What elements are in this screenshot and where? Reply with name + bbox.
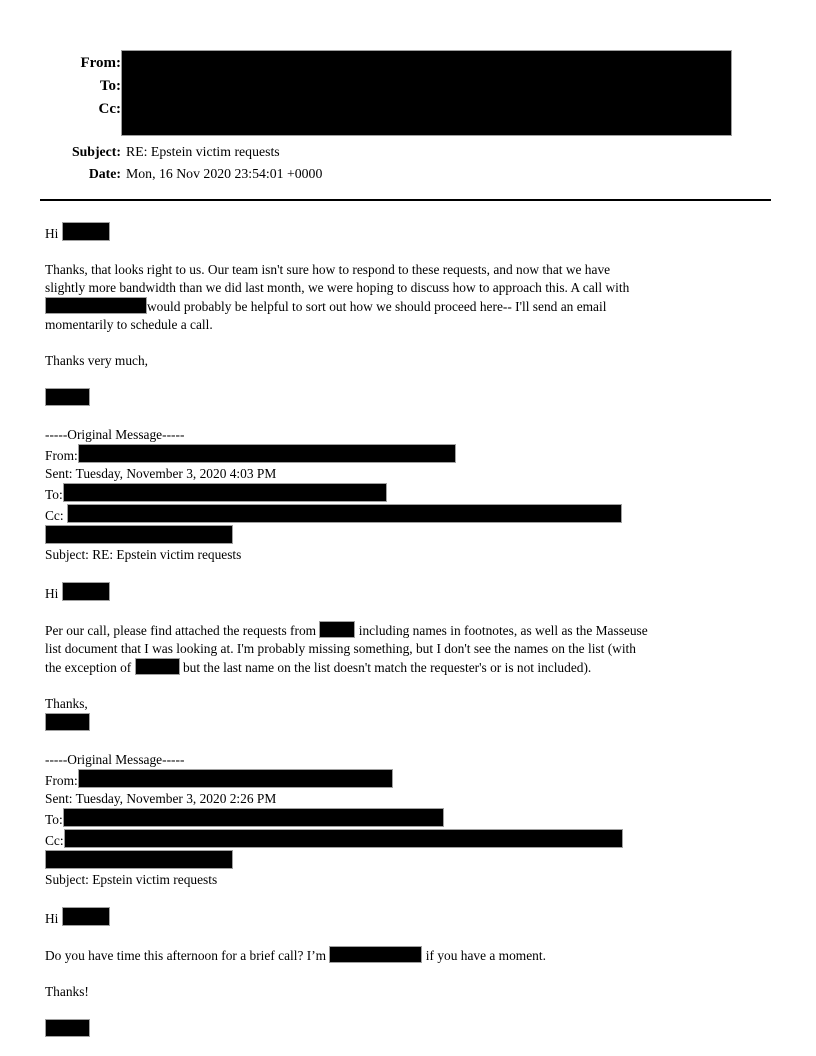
redaction-bar [45, 525, 233, 544]
body-line [45, 769, 771, 790]
body-line [45, 965, 771, 983]
header-redaction-block [121, 50, 732, 136]
body-text: From: [45, 448, 78, 463]
body-line [45, 370, 771, 388]
body-text: slightly more bandwidth than we did last month, we were hoping to discuss how to approach this. A call with [45, 280, 630, 295]
body-text: Thanks very much, [45, 353, 149, 368]
body-line [45, 751, 771, 769]
redaction-bar [62, 222, 110, 241]
redaction-bar [78, 444, 456, 463]
body-text: From: [45, 773, 78, 788]
body-line [45, 1019, 771, 1039]
body-line [45, 829, 771, 850]
body-text: momentarily to schedule a call. [45, 317, 213, 332]
body-text: Thanks, [45, 696, 88, 711]
body-line [45, 444, 771, 465]
body-line [45, 621, 771, 640]
body-line [45, 946, 771, 965]
cc-label: Cc: [98, 101, 121, 117]
body-text: Cc: [45, 508, 67, 523]
body-line [45, 582, 771, 603]
body-text: but the last name on the list doesn't match the requester's or is not included). [179, 660, 592, 675]
body-text: Thanks! [45, 984, 89, 999]
body-text: To: [45, 487, 63, 502]
redaction-bar [45, 713, 90, 731]
body-line [45, 907, 771, 928]
body-text: Per our call, please find attached the requests from [45, 623, 320, 638]
redaction-bar [45, 1019, 90, 1037]
body-line [45, 564, 771, 582]
body-line [45, 222, 771, 243]
subject-row [45, 141, 771, 163]
body-line [45, 677, 771, 695]
body-line [45, 790, 771, 808]
redaction-bar [62, 907, 110, 926]
redaction-bar [62, 582, 110, 601]
body-text: -----Original Message----- [45, 752, 185, 767]
header-separator-rule [40, 199, 771, 201]
body-line [45, 426, 771, 444]
body-line [45, 261, 771, 279]
body-text: Do you have time this afternoon for a brief call? I’m [45, 948, 330, 963]
body-text: Sent: Tuesday, November 3, 2020 4:03 PM [45, 466, 277, 481]
body-line [45, 713, 771, 733]
subject-label: Subject: [71, 144, 121, 159]
header-field-labels [45, 50, 121, 121]
body-line [45, 871, 771, 889]
body-line [45, 733, 771, 751]
date-row [45, 163, 771, 185]
body-line [45, 297, 771, 316]
body-line [45, 1001, 771, 1019]
body-line [45, 850, 771, 871]
body-text: the exception of [45, 660, 135, 675]
body-line [45, 983, 771, 1001]
body-line [45, 483, 771, 504]
body-text: Subject: Epstein victim requests [45, 872, 218, 887]
redaction-bar [63, 808, 444, 827]
redaction-bar [67, 504, 622, 523]
redaction-bar [319, 621, 355, 638]
date-label: Date: [88, 166, 121, 181]
body-text: Thanks, that looks right to us. Our team isn't sure how to respond to these requests, and now that we have [45, 262, 611, 277]
date-value: Mon, 16 Nov 2020 23:54:01 +0000 [126, 166, 323, 181]
redaction-bar [135, 658, 180, 675]
body-text: Sent: Tuesday, November 3, 2020 2:26 PM [45, 791, 277, 806]
subject-value: RE: Epstein victim requests [126, 144, 280, 159]
redaction-bar [78, 769, 393, 788]
body-text: would probably be helpful to sort out how we should proceed here-- I'll send an email [147, 299, 607, 314]
body-text: list document that I was looking at. I'm probably missing something, but I don't see the names on the list (with [45, 641, 636, 656]
redaction-bar [45, 850, 233, 869]
body-line [45, 316, 771, 334]
header-recipients-row [45, 50, 771, 136]
body-line [45, 658, 771, 677]
from-label: From: [80, 55, 121, 71]
body-text: Hi [45, 586, 62, 601]
redaction-bar [45, 388, 90, 406]
body-line [45, 928, 771, 946]
body-line [45, 640, 771, 658]
body-text: if you have a moment. [422, 948, 546, 963]
body-text: -----Original Message----- [45, 427, 185, 442]
body-line [45, 504, 771, 525]
body-line [45, 388, 771, 408]
body-line [45, 808, 771, 829]
body-line [45, 695, 771, 713]
body-line [45, 279, 771, 297]
redaction-bar [329, 946, 422, 963]
redaction-bar [63, 483, 387, 502]
body-line [45, 352, 771, 370]
body-text: Subject: RE: Epstein victim requests [45, 547, 242, 562]
body-line [45, 546, 771, 564]
body-text: To: [45, 812, 63, 827]
body-line [45, 243, 771, 261]
email-body [45, 222, 771, 1039]
body-line [45, 525, 771, 546]
body-line [45, 465, 771, 483]
redaction-bar [64, 829, 623, 848]
email-header [45, 50, 771, 185]
body-line [45, 603, 771, 621]
body-text: Cc: [45, 833, 64, 848]
redaction-bar [45, 297, 147, 314]
to-label: To: [99, 78, 121, 94]
body-text: Hi [45, 226, 62, 241]
body-line [45, 408, 771, 426]
body-text: Hi [45, 911, 62, 926]
body-line [45, 334, 771, 352]
body-text: including names in footnotes, as well as the Masseuse [355, 623, 648, 638]
body-line [45, 889, 771, 907]
